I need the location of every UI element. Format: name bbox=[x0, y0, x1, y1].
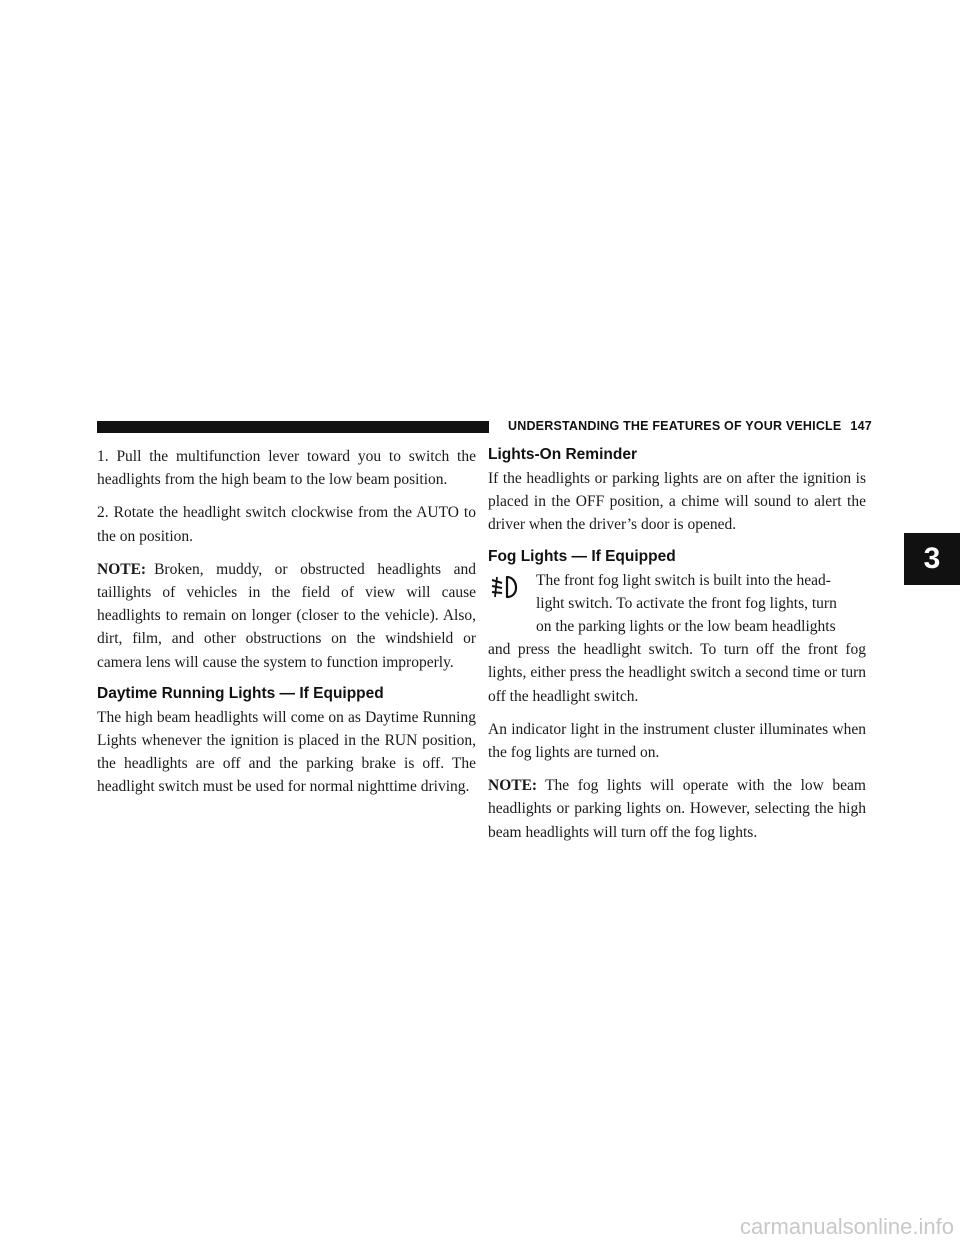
note-paragraph bbox=[97, 558, 476, 674]
note-text: Broken, muddy, or obstructed headlights and taillights of vehicles in the field of view will cause headlights to remain on longer (closer to the vehicle). Also, dirt, film, and other obstructions on the windshield or camera lens will cause the system to function improperly. bbox=[97, 560, 476, 671]
drl-text: The high beam headlights will come on as Daytime Running Lights whenever the ignition is placed in the RUN position, the headlights are off and the parking brake is off. The headlight switch must be used for normal nighttime driving. bbox=[97, 708, 476, 796]
front-fog-light-icon bbox=[488, 572, 526, 602]
reminder-text: If the headlights or parking lights are on after the ignition is placed in the OFF position, a chime will sound to alert the driver when the driver’s door is opened. bbox=[488, 470, 866, 534]
fog-line-2: light switch. To activate the front fog lights, turn bbox=[536, 594, 837, 612]
reminder-heading: Lights-On Reminder bbox=[488, 446, 637, 463]
fog-heading: Fog Lights — If Equipped bbox=[488, 547, 676, 565]
header-title: UNDERSTANDING THE FEATURES OF YOUR VEHICLE bbox=[508, 419, 842, 433]
fog-line-3: on the parking lights or the low beam headlights bbox=[536, 618, 836, 636]
left-column bbox=[97, 445, 476, 809]
step-1: 1. Pull the multifunction lever toward you to switch the headlights from the high beam to the low beam position. bbox=[97, 448, 476, 489]
fog-block bbox=[488, 569, 866, 708]
drl-heading: Daytime Running Lights — If Equipped bbox=[97, 684, 384, 702]
step-2: 2. Rotate the headlight switch clockwise from the AUTO to the on position. bbox=[97, 504, 476, 545]
watermark: carmanualsonline.info bbox=[739, 1214, 954, 1239]
note-label: NOTE: bbox=[97, 560, 147, 578]
right-column bbox=[488, 445, 866, 854]
page-number: 147 bbox=[850, 419, 872, 433]
fog-text bbox=[488, 569, 866, 708]
fog-line-1: The front fog light switch is built into the head- bbox=[536, 571, 831, 589]
indicator-text: An indicator light in the instrument cluster illuminates when the fog lights are turned on. bbox=[488, 720, 866, 762]
header-bar bbox=[97, 421, 489, 433]
fog-note-paragraph bbox=[488, 774, 866, 844]
chapter-tab: 3 bbox=[904, 533, 960, 585]
fog-note-label: NOTE: bbox=[488, 777, 538, 795]
fog-note-text: The fog lights will operate with the low beam headlights or parking lights on. However, selecting the high beam headlights will turn off the fog lights. bbox=[488, 777, 866, 841]
fog-rest: and press the headlight switch. To turn off the front fog lights, either press the headlight switch a second time or turn off the headlight switch. bbox=[488, 641, 866, 705]
running-header bbox=[508, 419, 872, 435]
